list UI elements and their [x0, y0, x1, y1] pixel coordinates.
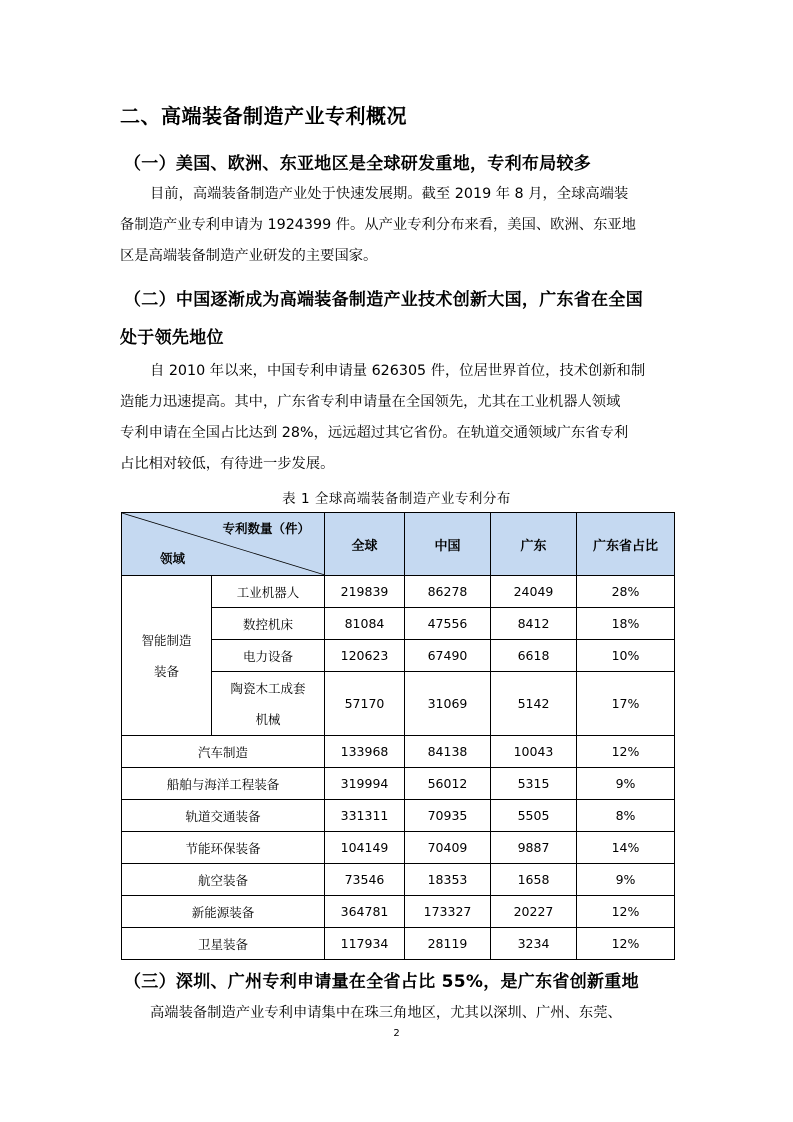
- cell-china: 18353: [405, 864, 491, 896]
- patent-distribution-table: [121, 512, 675, 960]
- cell-share: 12%: [577, 736, 675, 768]
- subsection-3-title: （三）深圳、广州专利申请量在全省占比 55%，是广东省创新重地: [124, 972, 639, 992]
- cell-guangdong: 5505: [491, 800, 577, 832]
- header-count-label: 专利数量（件）: [222, 521, 310, 536]
- subsection-2-paragraph: [120, 356, 673, 480]
- row-label: [212, 672, 325, 736]
- subsection-1-title: （一）美国、欧洲、东亚地区是全球研发重地，专利布局较多: [124, 154, 592, 174]
- cell-china: 173327: [405, 896, 491, 928]
- cell-share: 8%: [577, 800, 675, 832]
- cell-global: 117934: [325, 928, 405, 960]
- cell-share: 18%: [577, 608, 675, 640]
- cell-global: 331311: [325, 800, 405, 832]
- column-header-share: 广东省占比: [577, 513, 675, 576]
- cell-share: 12%: [577, 896, 675, 928]
- cell-china: 86278: [405, 576, 491, 608]
- row-label-line: 机械: [255, 711, 281, 727]
- cell-guangdong: 6618: [491, 640, 577, 672]
- cell-global: 81084: [325, 608, 405, 640]
- row-label: 新能源装备: [122, 896, 325, 928]
- row-label: 汽车制造: [122, 736, 325, 768]
- subsection-3-paragraph: [120, 998, 673, 1029]
- cell-china: 67490: [405, 640, 491, 672]
- cell-share: 12%: [577, 928, 675, 960]
- table-caption: 表 1 全球高端装备制造产业专利分布: [282, 491, 511, 507]
- column-header-global: 全球: [325, 513, 405, 576]
- group-label-line: 装备: [153, 663, 179, 679]
- cell-global: 104149: [325, 832, 405, 864]
- column-header-guangdong: 广东: [491, 513, 577, 576]
- cell-global: 219839: [325, 576, 405, 608]
- cell-china: 56012: [405, 768, 491, 800]
- row-label: 船舶与海洋工程装备: [122, 768, 325, 800]
- cell-global: 319994: [325, 768, 405, 800]
- diagonal-header-cell: [122, 513, 325, 576]
- cell-guangdong: 8412: [491, 608, 577, 640]
- row-label-line: 陶瓷木工成套: [230, 680, 306, 696]
- row-label: 工业机器人: [212, 576, 325, 608]
- group-label-line: 智能制造: [141, 632, 192, 648]
- cell-guangdong: 5315: [491, 768, 577, 800]
- table-row: [122, 928, 675, 960]
- cell-guangdong: 3234: [491, 928, 577, 960]
- subsection-2-title-line2: 处于领先地位: [120, 328, 224, 348]
- cell-global: 120623: [325, 640, 405, 672]
- group-label-intelligent-manufacturing: [122, 576, 212, 736]
- section-title: 二、高端装备制造产业专利概况: [120, 104, 407, 128]
- table-row: [122, 864, 675, 896]
- cell-china: 31069: [405, 672, 491, 736]
- paragraph-line: 占比相对较低，有待进一步发展。: [120, 456, 335, 472]
- table-row: [122, 800, 675, 832]
- row-label: 数控机床: [212, 608, 325, 640]
- cell-china: 70935: [405, 800, 491, 832]
- cell-share: 9%: [577, 864, 675, 896]
- paragraph-line: 造能力迅速提高。其中，广东省专利申请量在全国领先，尤其在工业机器人领域: [120, 394, 621, 410]
- cell-guangdong: 20227: [491, 896, 577, 928]
- paragraph-line: 自 2010 年以来，中国专利申请量 626305 件，位居世界首位，技术创新和制: [150, 363, 646, 379]
- cell-guangdong: 1658: [491, 864, 577, 896]
- cell-share: 9%: [577, 768, 675, 800]
- column-header-china: 中国: [405, 513, 491, 576]
- cell-china: 84138: [405, 736, 491, 768]
- cell-guangdong: 5142: [491, 672, 577, 736]
- table-header-row: [122, 513, 675, 576]
- paragraph-line: 区是高端装备制造产业研发的主要国家。: [120, 248, 378, 264]
- row-label: 卫星装备: [122, 928, 325, 960]
- table-row: [122, 576, 675, 608]
- paragraph-line: 目前，高端装备制造产业处于快速发展期。截至 2019 年 8 月，全球高端装: [150, 186, 629, 202]
- cell-guangdong: 10043: [491, 736, 577, 768]
- cell-share: 28%: [577, 576, 675, 608]
- cell-china: 70409: [405, 832, 491, 864]
- row-label: 轨道交通装备: [122, 800, 325, 832]
- page-number: 2: [393, 1028, 400, 1039]
- header-field-label: 领域: [160, 551, 186, 566]
- cell-share: 14%: [577, 832, 675, 864]
- cell-china: 47556: [405, 608, 491, 640]
- cell-guangdong: 24049: [491, 576, 577, 608]
- cell-global: 133968: [325, 736, 405, 768]
- paragraph-line: 高端装备制造产业专利申请集中在珠三角地区，尤其以深圳、广州、东莞、: [150, 1005, 622, 1021]
- subsection-1-paragraph: [120, 179, 673, 272]
- subsection-2-title-line1: （二）中国逐渐成为高端装备制造产业技术创新大国，广东省在全国: [124, 290, 643, 310]
- paragraph-line: 备制造产业专利申请为 1924399 件。从产业专利分布来看，美国、欧洲、东亚地: [120, 217, 636, 233]
- cell-global: 364781: [325, 896, 405, 928]
- cell-share: 17%: [577, 672, 675, 736]
- table-row: [122, 768, 675, 800]
- table-row: [122, 736, 675, 768]
- row-label: 节能环保装备: [122, 832, 325, 864]
- cell-global: 73546: [325, 864, 405, 896]
- row-label: 电力设备: [212, 640, 325, 672]
- cell-guangdong: 9887: [491, 832, 577, 864]
- table-row: [122, 832, 675, 864]
- paragraph-line: 专利申请在全国占比达到 28%，远远超过其它省份。在轨道交通领域广东省专利: [120, 425, 629, 441]
- row-label: 航空装备: [122, 864, 325, 896]
- cell-china: 28119: [405, 928, 491, 960]
- cell-share: 10%: [577, 640, 675, 672]
- cell-global: 57170: [325, 672, 405, 736]
- table-row: [122, 896, 675, 928]
